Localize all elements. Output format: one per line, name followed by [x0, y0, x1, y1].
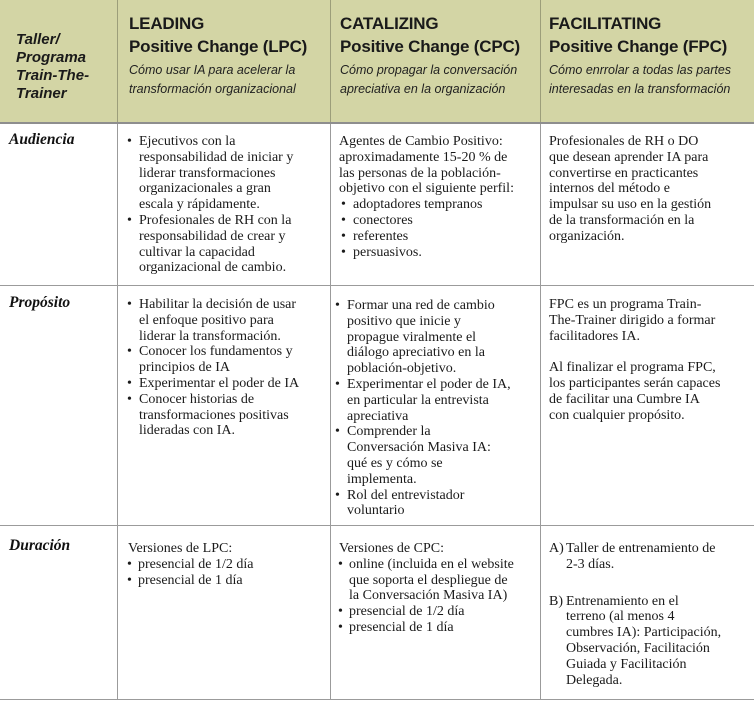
duracion-fpc-option-a: A) Taller de entrenamiento de 2-3 días. — [549, 541, 716, 572]
duracion-lpc-list — [127, 557, 328, 589]
header-cpc-subtitle: Cómo propagar la conversación apreciativa en la organización — [340, 63, 518, 96]
column-divider — [330, 124, 331, 700]
audiencia-cpc-cell — [339, 134, 539, 260]
duracion-fpc-option-b: B) Entrenamiento en el terreno (al menos 4 cumbres IA): Participación, Observación, Facilitación Guiada y Facilitación Delegada. — [549, 593, 722, 688]
proposito-lpc-list — [127, 297, 327, 439]
audiencia-cpc-list — [339, 197, 539, 260]
row-label-duracion: Duración — [9, 537, 71, 554]
duracion-lpc-intro: Versiones de LPC: — [128, 541, 233, 556]
list-item: • conectores — [341, 213, 539, 229]
list-item: • Habilitar la decisión de usar el enfoque positivo para liderar la transformación. — [127, 297, 327, 344]
list-item: • Experimentar el poder de IA, en particular la entrevista apreciativa — [335, 377, 540, 424]
row-label-proposito: Propósito — [9, 294, 71, 311]
audiencia-lpc-list — [127, 134, 327, 276]
header-divider — [117, 0, 118, 122]
audiencia-fpc-cell: Profesionales de RH o DO que desean aprender IA para convertirse en practicantes internos del método e impulsar su uso en la gestión de la transformación en la organización. — [549, 134, 712, 244]
table-bottom-rule — [0, 699, 754, 700]
proposito-fpc-cell — [549, 297, 754, 424]
list-item: • Conocer historias de transformaciones positivas lideradas con IA. — [127, 392, 327, 439]
list-item: • adoptadores tempranos — [341, 197, 539, 213]
header-fpc-title: FACILITATING Positive Change (FPC) — [549, 14, 728, 56]
proposito-cpc-cell — [335, 298, 540, 519]
list-item: • presencial de 1 día — [127, 573, 328, 589]
header-fpc-subtitle: Cómo enrrolar a todas las partes interesadas en la transformación — [549, 63, 732, 96]
row-label-audiencia: Audiencia — [9, 131, 75, 148]
list-item: • Formar una red de cambio positivo que inicie y propague viralmente el diálogo apreciativo en la población-objetivo. — [335, 298, 540, 377]
duracion-cpc-cell — [339, 541, 539, 636]
list-item: • presencial de 1/2 día — [338, 604, 539, 620]
duracion-fpc-cell — [549, 541, 754, 688]
header-divider — [330, 0, 331, 122]
list-item: • Conocer los fundamentos y principios de IA — [127, 344, 327, 376]
proposito-fpc-paragraph: FPC es un programa Train- The-Trainer dirigido a formar facilitadores IA. — [549, 297, 716, 344]
audiencia-cpc-intro: Agentes de Cambio Positivo: aproximadamente 15-20 % de las personas de la población- objetivo con el siguiente perfil: — [339, 134, 514, 197]
list-item: • Experimentar el poder de IA — [127, 376, 327, 392]
proposito-cpc-list — [335, 298, 540, 519]
header-bottom-rule — [0, 122, 754, 124]
header-lpc-subtitle: Cómo usar IA para acelerar la transformación organizacional — [129, 63, 296, 96]
proposito-lpc-cell — [127, 297, 327, 439]
list-item: • presencial de 1 día — [338, 620, 539, 636]
column-divider — [540, 124, 541, 700]
header-divider — [540, 0, 541, 122]
audiencia-lpc-cell — [127, 134, 327, 276]
duracion-cpc-list — [338, 557, 539, 636]
column-divider — [117, 124, 118, 700]
row-divider — [0, 285, 754, 286]
row-divider — [0, 525, 754, 526]
list-item: • online (incluida en el website que soporta el despliegue de la Conversación Masiva IA) — [338, 557, 539, 604]
proposito-fpc-paragraph: Al finalizar el programa FPC, los participantes serán capaces de facilitar una Cumbre IA con cualquier propósito. — [549, 360, 721, 423]
list-item: • presencial de 1/2 día — [127, 557, 328, 573]
header-lpc-title: LEADING Positive Change (LPC) — [129, 14, 308, 56]
list-item: • Ejecutivos con la responsabilidad de iniciar y liderar transformaciones organizacionales a gran escala y rápidamente. — [127, 134, 327, 213]
list-item: • Profesionales de RH con la responsabilidad de crear y cultivar la capacidad organizacional de cambio. — [127, 213, 327, 276]
list-item: • Comprender la Conversación Masiva IA: qué es y cómo se implementa. — [335, 424, 540, 487]
list-item: • Rol del entrevistador voluntario — [335, 488, 540, 520]
list-item: • referentes — [341, 229, 539, 245]
duracion-lpc-cell — [128, 541, 328, 588]
duracion-cpc-intro: Versiones de CPC: — [339, 541, 444, 556]
header-first-column: Taller/ Programa Train-The- Trainer — [16, 31, 90, 102]
header-cpc-title: CATALIZING Positive Change (CPC) — [340, 14, 520, 56]
list-item: • persuasivos. — [341, 245, 539, 261]
